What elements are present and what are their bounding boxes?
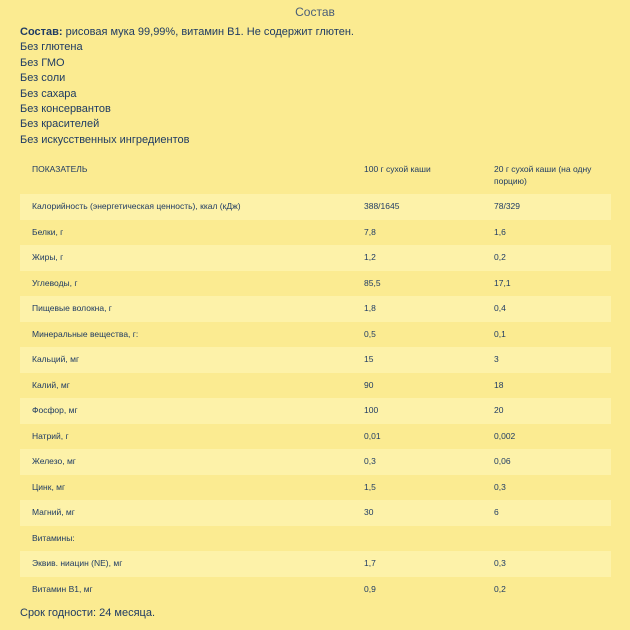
table-row [20,398,611,424]
row-value-100g: 0,3 [364,456,376,466]
row-value-serving: 0,2 [494,252,506,262]
shelf-life: Срок годности: 24 месяца. [20,607,156,619]
row-value-100g: 15 [364,354,374,364]
row-value-serving: 18 [494,379,504,390]
row-value-100g: 30 [364,507,374,517]
row-label: Эквив. ниацин (NE), мг [32,558,123,568]
row-value-100g: 85,5 [364,277,381,288]
composition-label: Состав: [20,26,63,38]
row-value-serving: 0,1 [494,328,506,339]
row-value-100g: 1,2 [364,252,376,262]
table-row [20,220,611,246]
row-value-serving: 20 [494,405,504,415]
table-row [20,551,611,577]
claim-sugar-free: Без сахара [20,87,77,100]
header-per-100g: 100 г сухой каши [364,164,431,174]
row-value-serving: 3 [494,354,499,364]
row-value-100g: 100 [364,405,379,415]
row-label: Белки, г [32,226,64,237]
table-header-row [20,155,611,194]
row-value-serving: 1,6 [494,226,506,237]
claim-colorant-free: Без красителей [20,118,100,131]
row-value-100g: 1,7 [364,558,376,568]
row-value-serving: 6 [494,507,499,517]
row-value-serving: 0,2 [494,583,506,594]
row-value-100g: 0,9 [364,583,376,594]
row-value-100g: 0,5 [364,328,376,339]
table-row [20,322,611,348]
row-label: Цинк, мг [32,481,66,492]
row-value-100g: 7,8 [364,226,376,237]
row-value-100g: 0,01 [364,430,381,441]
table-row [20,347,611,373]
row-label: Фосфор, мг [32,405,78,415]
row-value-serving: 0,3 [494,558,506,568]
row-label: Железо, мг [32,456,76,466]
table-row [20,194,611,220]
table-row [20,577,611,603]
page-title: Состав [295,5,335,19]
table-row [20,449,611,475]
row-value-serving: 17,1 [494,277,511,288]
table-row [20,500,611,526]
header-per-serving: 20 г сухой каши (на одну порцию) [494,164,592,186]
row-value-serving: 78/329 [494,201,520,211]
row-label: Кальций, мг [32,354,80,364]
composition-block [20,25,354,148]
row-label: Витамин В1, мг [32,583,93,594]
claim-gluten-free: Без глютена [20,41,83,54]
claim-gmo-free: Без ГМО [20,56,65,69]
header-indicator: ПОКАЗАТЕЛЬ [32,164,88,174]
table-row [20,526,611,552]
row-value-serving: 0,3 [494,481,506,492]
table-row [20,245,611,271]
row-value-100g: 90 [364,379,374,390]
row-label: Натрий, г [32,430,69,441]
table-row [20,475,611,501]
claim-preservative-free: Без консервантов [20,103,111,116]
composition-text: рисовая мука 99,99%, витамин В1. Не содержит глютен. [62,26,354,38]
row-value-serving: 0,4 [494,303,506,313]
claim-artificial-free: Без искусственных ингредиентов [20,133,190,146]
row-value-100g: 1,8 [364,303,376,313]
row-label: Калий, мг [32,379,70,390]
table-row [20,271,611,297]
row-label: Пищевые волокна, г [32,303,112,313]
row-value-serving: 0,002 [494,430,516,441]
row-label: Калорийность (энергетическая ценность), ккал (кДж) [32,201,241,211]
row-label: Витамины: [32,532,75,543]
table-row [20,296,611,322]
table-row [20,373,611,399]
row-label: Жиры, г [32,252,64,262]
table-row [20,424,611,450]
row-value-serving: 0,06 [494,456,511,466]
composition-line [20,25,354,40]
row-value-100g: 1,5 [364,481,376,492]
row-value-100g: 388/1645 [364,201,400,211]
row-label: Углеводы, г [32,277,78,288]
nutrition-table [20,155,611,602]
claim-salt-free: Без соли [20,72,66,85]
row-label: Магний, мг [32,507,75,517]
row-label: Минеральные вещества, г: [32,328,139,339]
